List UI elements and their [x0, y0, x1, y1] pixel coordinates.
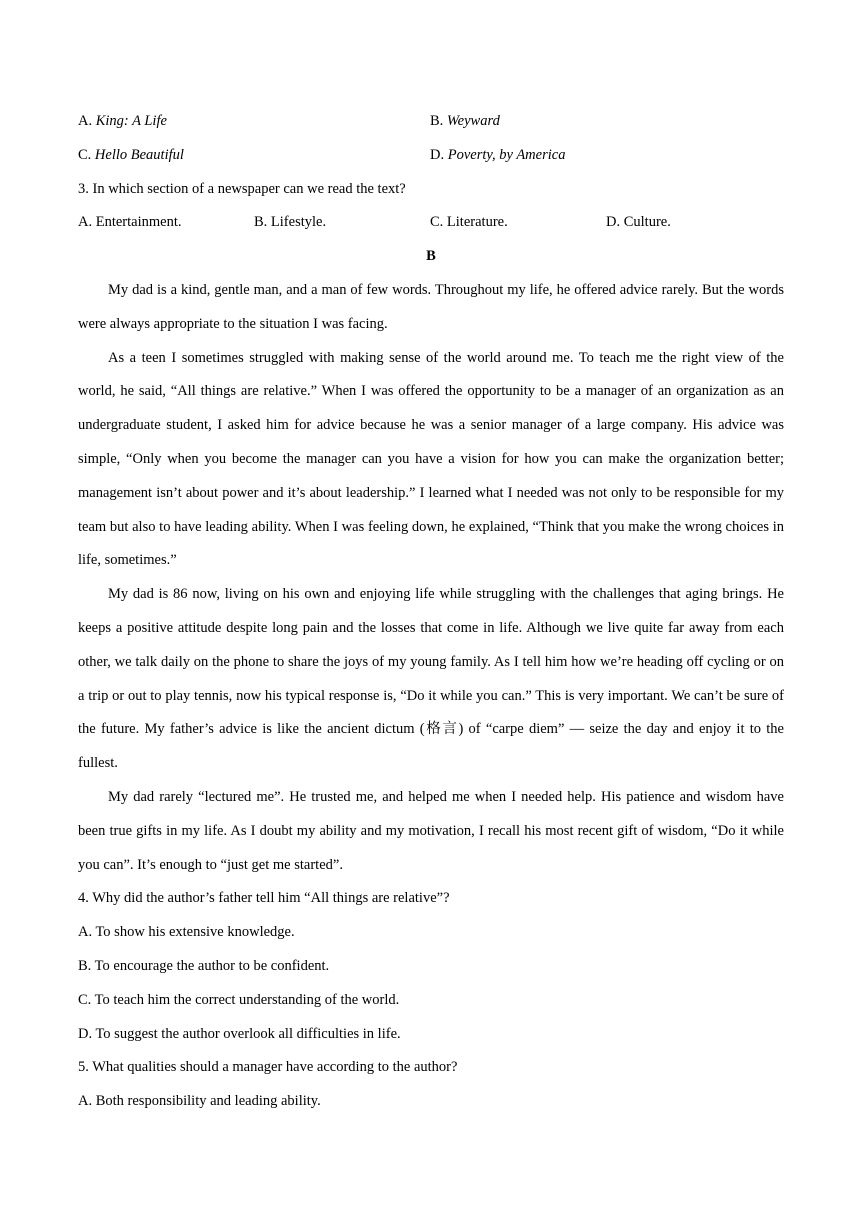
q2-option-b-letter: B.: [430, 113, 447, 129]
passage-paragraph-4: My dad rarely “lectured me”. He trusted me, and helped me when I needed help. His patience and wisdom have been true gifts in my life. As I doubt my ability and my motivation, I recall his most recent gift of wisdom, “Do it while you can”. It’s enough to “just get me started”.: [78, 788, 784, 873]
q4-option-c: C. To teach him the correct understanding of the world.: [78, 991, 400, 1008]
q2-option-c-title: Hello Beautiful: [94, 146, 184, 163]
q3-option-c: C. Literature.: [430, 214, 508, 231]
q3-option-b: B. Lifestyle.: [254, 214, 327, 231]
document-page: [78, 105, 784, 1119]
q2-option-a-title: King: A Life: [95, 113, 167, 129]
passage-paragraph-3: My dad is 86 now, living on his own and enjoying life while struggling with the challenges that aging brings. He keeps a positive attitude despite long pain and the losses that come in life. Although we live quite far away from each other, we talk daily on the phone to share the joys of my young family. As I tell him how we’re heading off cycling or on a trip or out to play tennis, now his typical response is, “Do it while you can.” This is very important. We can’t be sure of the future. My father’s advice is like the ancient dictum (格言) of “carpe diem” — seize the day and enjoy it to the fullest.: [78, 586, 784, 772]
q2-options-row-2: [78, 139, 784, 173]
q5-question: 5. What qualities should a manager have according to the author?: [78, 1059, 458, 1076]
q2-option-b: [430, 105, 500, 139]
q4-option-a: A. To show his extensive knowledge.: [78, 924, 295, 941]
q2-options-row-1: [78, 105, 784, 139]
q2-option-d: [430, 139, 565, 173]
q2-option-c: [78, 139, 430, 173]
q4-option-d: D. To suggest the author overlook all difficulties in life.: [78, 1025, 401, 1042]
passage-paragraph-2: As a teen I sometimes struggled with making sense of the world around me. To teach me the right view of the world, he said, “All things are relative.” When I was offered the opportunity to be a manager of an organization as an undergraduate student, I asked him for advice because he was a senior manager of a large company. His advice was simple, “Only when you become the manager can you have a vision for how you can make the organization better; management isn’t about power and it’s about leadership.” I learned what I needed was not only to be responsible for my team but also to have leading ability. When I was feeling down, he explained, “Think that you make the wrong choices in life, sometimes.”: [78, 349, 784, 569]
q3-option-a: A. Entertainment.: [78, 214, 182, 231]
q2-option-b-title: Weyward: [446, 113, 500, 129]
q4-question: 4. Why did the author’s father tell him “All things are relative”?: [78, 890, 450, 907]
q3-options: [78, 206, 784, 240]
q2-option-a-letter: A.: [78, 113, 96, 129]
q2-option-d-title: Poverty, by America: [447, 146, 566, 163]
q4-option-b: B. To encourage the author to be confident.: [78, 957, 330, 974]
q2-option-a: [78, 105, 430, 139]
passage-paragraph-1: My dad is a kind, gentle man, and a man of few words. Throughout my life, he offered advice rarely. But the words were always appropriate to the situation I was facing.: [78, 281, 784, 332]
q2-option-d-letter: D.: [430, 146, 448, 163]
q5-option-a: A. Both responsibility and leading ability.: [78, 1093, 321, 1110]
q3-option-d: D. Culture.: [606, 214, 671, 231]
q2-option-c-letter: C.: [78, 146, 95, 163]
section-b-title: B: [426, 248, 436, 265]
q3-question: 3. In which section of a newspaper can we read the text?: [78, 180, 406, 197]
